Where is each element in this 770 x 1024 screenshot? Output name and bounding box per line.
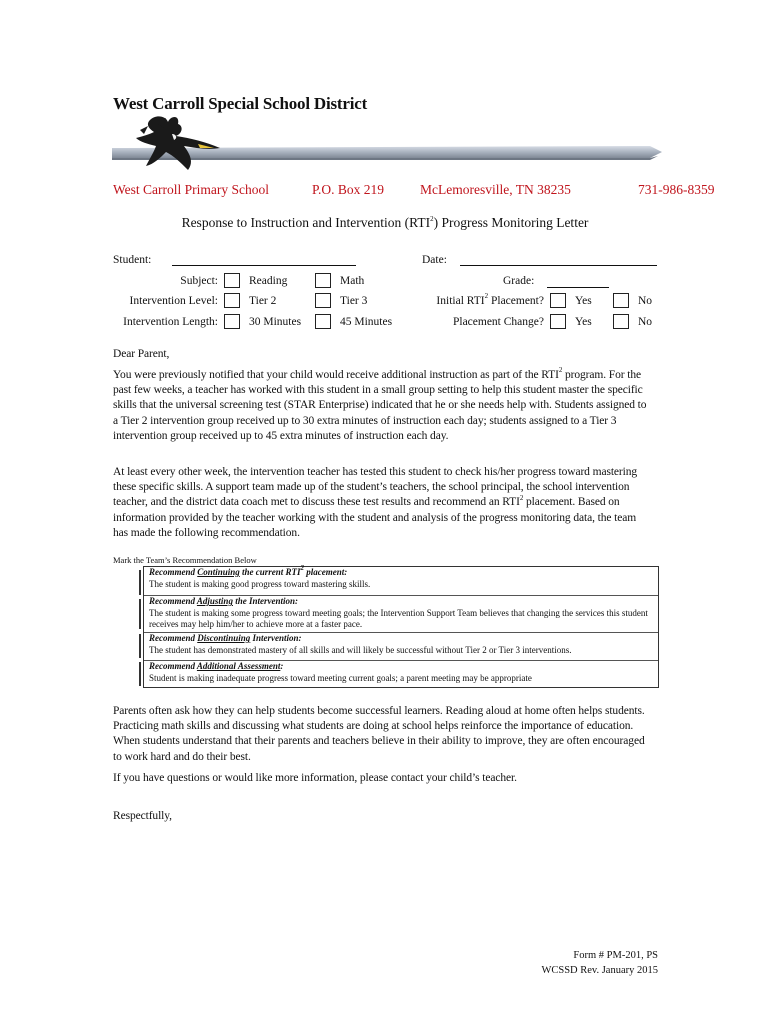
math-option-label: Math [340, 275, 365, 287]
recommendation-row-adjusting [144, 596, 658, 633]
reading-option-label: Reading [249, 275, 288, 287]
grade-label: Grade: [503, 275, 535, 287]
grade-line[interactable] [547, 287, 609, 288]
recommendation-mark-2[interactable] [139, 599, 141, 629]
tier3-option-label: Tier 3 [340, 295, 368, 307]
placement-change-no-checkbox[interactable] [613, 314, 629, 329]
recommendation-description: The student is making good progress toward mastering skills. [149, 578, 371, 589]
letter-paragraph-1: You were previously notified that your child would receive additional instruction as part of the RTI$^2$ program. For the past few weeks, a teacher has worked with this student in a small group setting to help this student master the specific skills that the universal screening test (STAR Enterprise) indicated that he or she needs help with. Students assigned to a Tier 2 intervention group received up to 30 extra minutes of instruction each day; students assigned to a Tier 3 intervention group received up to 45 extra minutes of instruction each day. [113, 366, 647, 442]
letter-paragraph-2: At least every other week, the intervention teacher has tested this student to check his/her progress toward mastering these specific skills. A support team made up of the student’s teachers, the school principal, the school intervention teacher, and the district data coach met to discuss these test results and recommend an RTI$^2$ placement. Based on information provided by the teacher working with the student and analysis of the progress monitoring data, the team has made the following recommendation. [113, 466, 638, 539]
recommendation-heading: Recommend Continuing the current RTI$^2$ placement: [149, 564, 348, 577]
revision-date: WCSSD Rev. January 2015 [541, 965, 658, 976]
student-label: Student: [113, 254, 152, 266]
initial-placement-label: Initial RTI$^2$ Placement? [436, 292, 544, 307]
form-number: Form # PM-201, PS [573, 950, 658, 961]
intervention-length-label: Intervention Length: [123, 316, 218, 328]
recommendation-row-discontinuing [144, 633, 658, 661]
district-title: West Carroll Special School District [113, 94, 368, 113]
initial-placement-no-checkbox[interactable] [613, 293, 629, 308]
recommendation-row-continuing [144, 564, 658, 596]
recommendation-table [143, 566, 659, 688]
recommendation-heading: Recommend Additional Assessment: [149, 661, 284, 671]
eagle-banner-logo [110, 112, 670, 178]
date-line[interactable] [460, 265, 657, 266]
phone-number: 731-986-8359 [638, 182, 715, 197]
recommendation-description: The student is making some progress toward meeting goals; the Intervention Support Team believes that changing the services this student receives may help him/her to achieve more at a faster pace. [149, 607, 648, 629]
initial-placement-yes-checkbox[interactable] [550, 293, 566, 308]
letter-closing: Respectfully, [113, 810, 172, 822]
subject-label: Subject: [180, 275, 218, 287]
reading-checkbox[interactable] [224, 273, 240, 288]
placement-change-yes-label: Yes [575, 316, 592, 328]
recommendation-heading: Recommend Discontinuing Intervention: [149, 633, 302, 643]
recommendation-heading: Recommend Adjusting the Intervention: [149, 596, 298, 606]
math-checkbox[interactable] [315, 273, 331, 288]
initial-placement-no-label: No [638, 295, 653, 307]
intervention-level-label: Intervention Level: [129, 295, 218, 307]
placement-change-yes-checkbox[interactable] [550, 314, 566, 329]
letter-paragraph-4: If you have questions or would like more information, please contact your child’s teacher. [113, 772, 517, 784]
document-title: Response to Instruction and Intervention (RTI$^2$) Progress Monitoring Letter [181, 214, 589, 230]
recommendation-caption: Mark the Team’s Recommendation Below [113, 555, 257, 565]
tier2-option-label: Tier 2 [249, 295, 277, 307]
minutes30-checkbox[interactable] [224, 314, 240, 329]
school-name: West Carroll Primary School [113, 182, 270, 197]
minutes45-checkbox[interactable] [315, 314, 331, 329]
recommendation-mark-3[interactable] [139, 634, 141, 658]
city-address: McLemoresville, TN 38235 [420, 182, 571, 197]
recommendation-mark-1[interactable] [139, 570, 141, 595]
recommendation-description: The student has demonstrated mastery of all skills and will likely be successful without Tier 2 or Tier 3 interventions. [149, 644, 572, 655]
date-label: Date: [422, 254, 447, 266]
student-name-line[interactable] [172, 265, 356, 266]
tier3-checkbox[interactable] [315, 293, 331, 308]
letter-paragraph-3: Parents often ask how they can help students become successful learners. Reading aloud at home often helps students. Practicing math skills and discussing what students are doing at school helps reinforce the importance of education. When students understand that their parents and teachers believe in their ability to improve, they are often encouraged to work hard and do their best. [113, 705, 645, 763]
minutes30-option-label: 30 Minutes [249, 316, 302, 328]
letter-greeting: Dear Parent, [113, 348, 170, 360]
placement-change-label: Placement Change? [452, 316, 544, 328]
recommendation-mark-4[interactable] [139, 662, 141, 686]
po-box: P.O. Box 219 [312, 182, 385, 197]
tier2-checkbox[interactable] [224, 293, 240, 308]
minutes45-option-label: 45 Minutes [340, 316, 393, 328]
placement-change-no-label: No [638, 316, 653, 328]
recommendation-description: Student is making inadequate progress toward meeting current goals; a parent meeting may be appropriate [149, 672, 532, 683]
recommendation-row-assessment [144, 661, 658, 687]
initial-placement-yes-label: Yes [575, 295, 592, 307]
